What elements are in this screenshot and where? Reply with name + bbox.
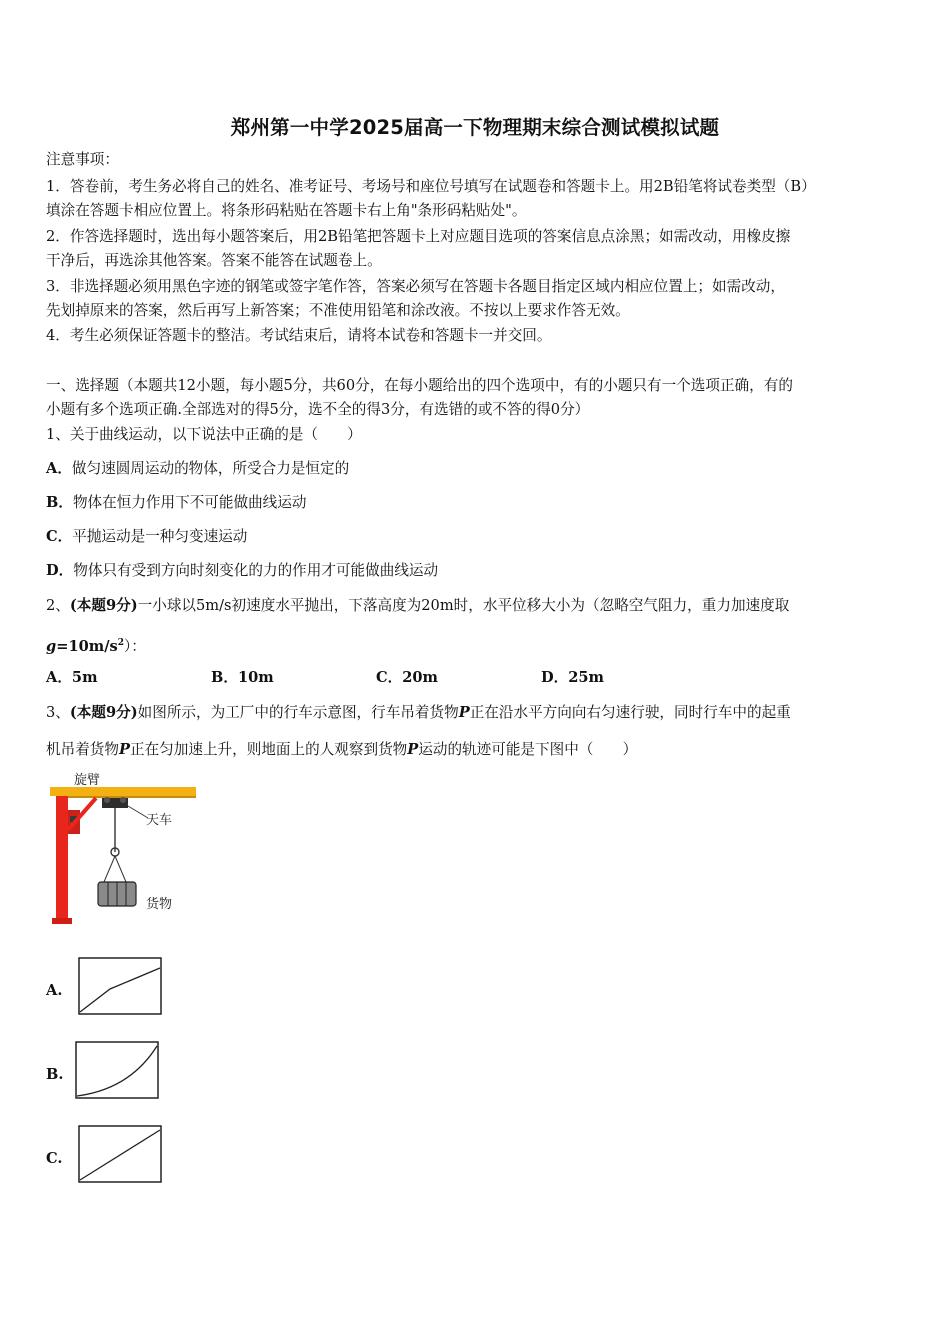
question-text: 一小球以5m/s初速度水平抛出，下落高度为20m时，水平位移大小为（忽略空气阻力，重力加速度取 [137, 597, 790, 614]
label-arm: 旋臂 [74, 773, 101, 788]
graph-frame [79, 958, 161, 1014]
option-label: D． [541, 669, 569, 686]
trolley-wheel [104, 797, 110, 803]
question-text: 运动的轨迹可能是下图中（ ） [418, 741, 638, 758]
q3-choice-b-label: B. [46, 1066, 64, 1083]
question-text: 机吊着货物 [46, 741, 119, 758]
notice-line: 填涂在答题卡相应位置上。将条形码粘贴在答题卡右上角"条形码粘贴处"。 [46, 202, 527, 219]
option-text: 10m [237, 669, 274, 686]
question-text: 正在匀加速上升，则地面上的人观察到货物 [129, 741, 408, 758]
option-label: A． [46, 669, 72, 686]
option-text: 平抛运动是一种匀变速运动 [72, 528, 248, 545]
trajectory-curve [77, 1046, 157, 1096]
notice-line: 1．答卷前，考生务必将自己的姓名、准考证号、考场号和座位号填写在试题卷和答题卡上。用2B铅笔将试卷类型（B） [46, 178, 816, 195]
option-text: 物体在恒力作用下不可能做曲线运动 [72, 494, 307, 511]
notice-line: 4．考生必须保证答题卡的整洁。考试结束后，请将本试卷和答题卡一并交回。 [46, 327, 552, 344]
var-p: P [407, 741, 419, 758]
g-value: =10m/s [56, 637, 118, 655]
sling-rope [115, 856, 126, 882]
q1-option-d [46, 561, 438, 581]
question-3-stem-cont [46, 740, 637, 760]
question-number: 2、 [46, 597, 70, 614]
option-text: 5m [71, 669, 98, 686]
q1-option-c [46, 527, 247, 547]
option-label: B． [46, 494, 73, 511]
label-cargo: 货物 [146, 897, 173, 912]
label-trolley: 天车 [146, 813, 173, 828]
question-text: 如图所示，为工厂中的行车示意图，行车吊着货物 [137, 704, 459, 721]
trajectory-curve [80, 968, 160, 1012]
q1-option-a [46, 459, 349, 479]
notice-heading: 注意事项： [46, 151, 119, 168]
q3-choice-a-label: A. [46, 982, 63, 999]
q2-option-d [541, 668, 604, 688]
var-p: P [118, 741, 130, 758]
question-1-stem: 1、关于曲线运动，以下说法中正确的是（ ） [46, 426, 362, 443]
notice-line: 3．非选择题必须用黑色字迹的钢笔或签字笔作答，答案必须写在答题卡各题目指定区域内相应位置上；如需改动， [46, 278, 785, 295]
crane-column [56, 794, 68, 924]
option-label: C． [46, 528, 73, 545]
option-text: 物体只有受到方向时刻变化的力的作用才可能做曲线运动 [73, 562, 439, 579]
q3-choice-c-graph [78, 1125, 162, 1183]
trolley-wheel [120, 797, 126, 803]
question-score: (本题9分) [69, 597, 138, 614]
q1-option-b [46, 493, 306, 513]
trajectory-curve [80, 1130, 160, 1180]
notice-line: 干净后，再选涂其他答案。答案不能答在试题卷上。 [46, 252, 382, 269]
crane-arm-underside [68, 796, 196, 798]
q3-choice-c-label: C. [46, 1150, 63, 1167]
option-label: D． [46, 562, 74, 579]
option-text: 25m [568, 669, 605, 686]
g-variable: g [46, 637, 57, 655]
q2-option-c [376, 668, 438, 688]
sling-rope [104, 856, 115, 882]
notice-line: 2．作答选择题时，选出每小题答案后，用2B铅笔把答题卡上对应题目选项的答案信息点涂黑；如需改动，用橡皮擦 [46, 228, 791, 245]
question-3-stem [46, 703, 791, 723]
question-score: (本题9分) [69, 704, 138, 721]
crane-base [52, 918, 72, 924]
notice-line: 先划掉原来的答案，然后再写上新答案；不准使用铅笔和涂改液。不按以上要求作答无效。 [46, 302, 630, 319]
option-text: 20m [402, 669, 438, 686]
question-text: 正在沿水平方向向右匀速行驶，同时行车中的起重 [469, 704, 791, 721]
question-number: 3、 [46, 704, 70, 721]
q2-option-a [46, 668, 98, 688]
q3-choice-b-graph [75, 1041, 159, 1099]
section-heading: 小题有多个选项正确.全部选对的得5分，选不全的得3分，有选错的或不答的得0分） [46, 401, 590, 418]
var-p: P [458, 704, 470, 721]
q3-choice-a-graph [78, 957, 162, 1015]
option-label: C． [376, 669, 403, 686]
crane-figure [46, 770, 206, 930]
crane-arm [50, 787, 196, 796]
q2-option-b [211, 668, 274, 688]
option-label: B． [211, 669, 238, 686]
option-text: 做匀速圆周运动的物体，所受合力是恒定的 [71, 460, 350, 477]
trolley-leader-line [128, 806, 148, 818]
option-label: A． [46, 460, 72, 477]
question-2-stem [46, 596, 789, 616]
g-tail: ）： [124, 637, 146, 655]
page-title: 郑州第一中学2025届高一下物理期末综合测试模拟试题 [230, 116, 720, 139]
question-2-stem-cont [46, 633, 146, 657]
section-heading: 一、选择题（本题共12小题，每小题5分，共60分，在每小题给出的四个选项中，有的小题只有一个选项正确，有的 [46, 377, 793, 394]
g-exponent: 2 [117, 638, 125, 648]
graph-frame [76, 1042, 158, 1098]
